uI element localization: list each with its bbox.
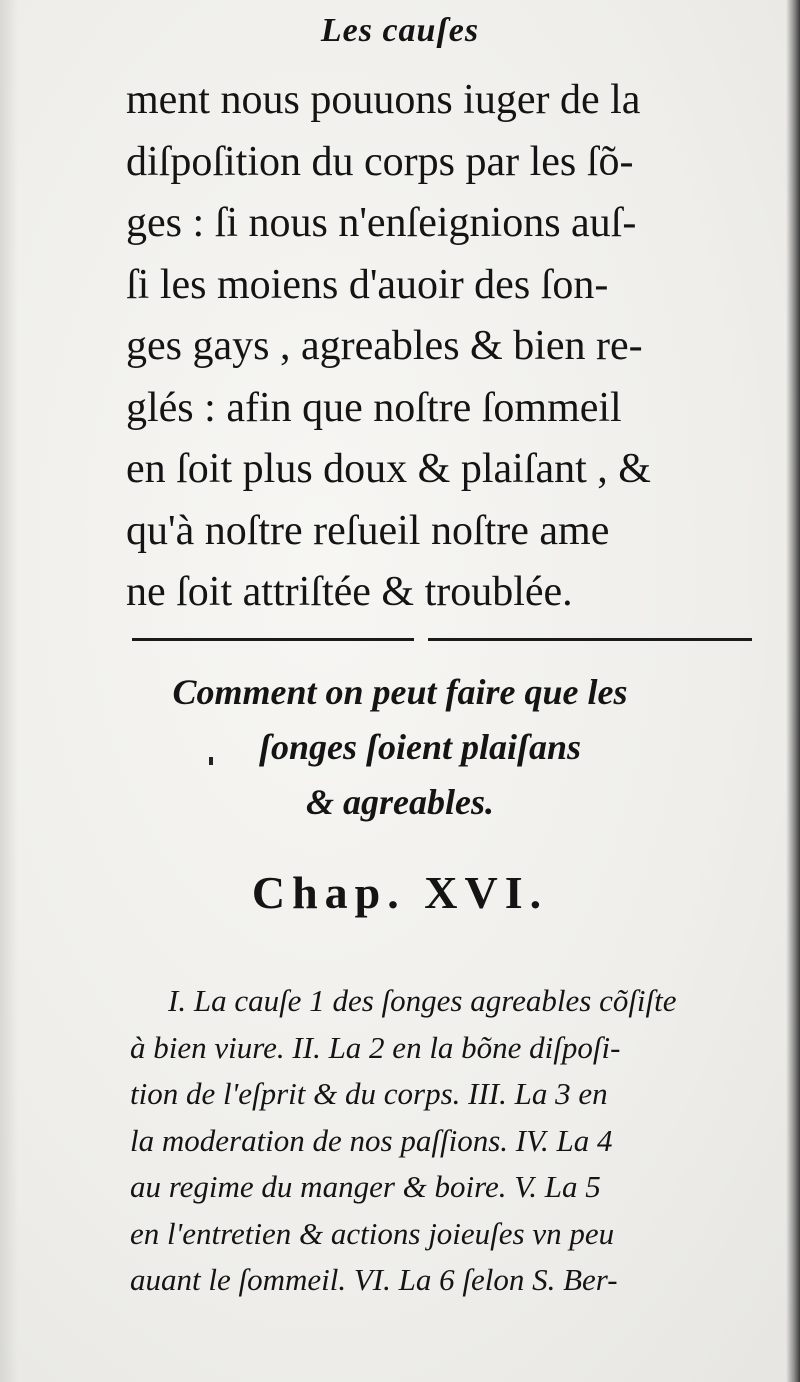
summary-line: auant le ſommeil. VI. La 6 ſelon S. Ber- bbox=[130, 1262, 618, 1297]
body-paragraph bbox=[126, 70, 756, 624]
body-line: ſi les moiens d'auoir des ſon- bbox=[126, 261, 609, 308]
chapter-number: Chap. XVI. bbox=[251, 867, 549, 918]
body-line: ges gays , agreables & bien re- bbox=[126, 323, 643, 369]
summary-line: au regime du manger & boire. V. La 5 bbox=[130, 1169, 601, 1204]
divider-rule-right bbox=[428, 638, 752, 641]
divider-rule-left bbox=[132, 638, 414, 641]
body-line: en ſoit plus doux & plaiſant , & bbox=[126, 446, 651, 492]
body-line: qu'à noſtre reſueil noſtre ame bbox=[126, 507, 610, 554]
body-line: glés : afin que noſtre ſommeil bbox=[126, 384, 622, 431]
chapter-heading-line: & agreables. bbox=[306, 782, 494, 822]
section-divider bbox=[132, 635, 752, 645]
ink-mark bbox=[209, 757, 213, 765]
body-line: ne ſoit attriſtée & troublée. bbox=[126, 569, 573, 615]
chapter-heading-line: Comment on peut faire que les bbox=[172, 672, 628, 712]
summary-line: la moderation de nos paſſions. IV. La 4 bbox=[130, 1122, 613, 1158]
summary-line: en l'entretien & actions joieuſes vn peu bbox=[130, 1215, 615, 1251]
body-line: ges : ſi nous n'enſeignions auſ- bbox=[126, 200, 637, 246]
summary-line: à bien viure. II. La 2 en la bõne diſpoſi- bbox=[130, 1029, 621, 1065]
chapter-summary bbox=[130, 978, 750, 1304]
chapter-heading bbox=[0, 665, 800, 830]
summary-line: I. La cauſe 1 des ſonges agreables cõſiſte bbox=[168, 983, 677, 1018]
body-line: ment nous pouuons iuger de la bbox=[126, 77, 641, 123]
running-head: Les cauſes bbox=[320, 12, 480, 49]
chapter-heading-line: ſonges ſoient plaiſans bbox=[258, 727, 581, 767]
body-line: diſpoſition du corps par les ſõ- bbox=[126, 138, 634, 185]
summary-line: tion de l'eſprit & du corps. III. La 3 en bbox=[130, 1076, 608, 1111]
